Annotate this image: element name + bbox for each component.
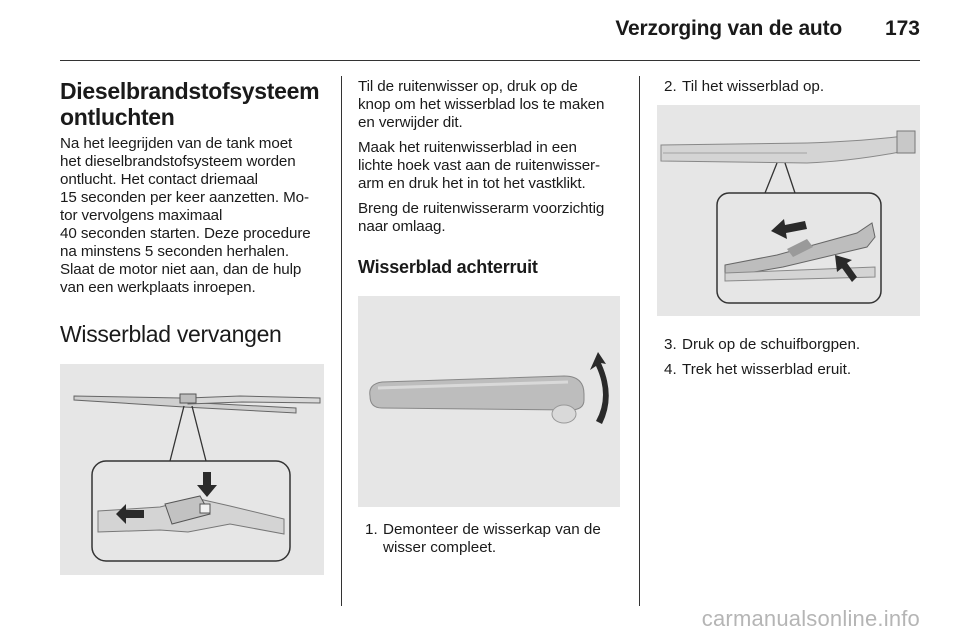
rear-wiper-cap-illustration xyxy=(358,296,620,507)
remove-blade-paragraph: Til de ruitenwisser op, druk op de knop om het wisserblad los te maken en verwijder dit. xyxy=(358,78,605,131)
column-divider-1 xyxy=(341,76,342,606)
step-item: 3. Druk op de schuifborgpen. xyxy=(664,336,861,353)
wiper-blade-illustration xyxy=(60,364,324,575)
column-2 xyxy=(358,70,626,557)
step-item: 4. Trek het wisserblad eruit. xyxy=(664,361,852,378)
diesel-paragraph: Na het leegrijden van de tank moet het dieselbrandstofsysteem worden ontlucht. Het contact driemaal 15 seconden per keer aanzetten. Mo- tor vervolgens maximaal 40 seconden starten. Deze procedure na minstens 5 seconden herhalen. Slaat de motor niet aan, dan de hulp van een werkplaats inroepen. xyxy=(60,135,311,296)
rear-wiper-drawing xyxy=(358,296,620,507)
column-1 xyxy=(60,70,328,575)
rear-wiper-steps xyxy=(358,521,626,557)
column-divider-2 xyxy=(639,76,640,606)
page-header xyxy=(0,0,960,62)
step-item: 1. Demonteer de wisserkap van de wisser compleet. xyxy=(365,521,601,556)
lower-arm-paragraph: Breng de ruitenwisserarm voorzichtig naar omlaag. xyxy=(358,200,605,235)
watermark: carmanualsonline.info xyxy=(701,606,920,631)
wiper-blade-drawing xyxy=(60,364,324,575)
running-head: Verzorging van de auto xyxy=(615,17,842,40)
rear-wiper-heading: Wisserblad achterruit xyxy=(358,257,538,277)
section-heading-wiper: Wisserblad vervangen xyxy=(60,321,282,347)
header-rule xyxy=(60,60,920,61)
column-3 xyxy=(657,70,920,379)
lift-blade-steps xyxy=(657,78,920,96)
step-item: 2. Til het wisserblad op. xyxy=(664,78,825,95)
section-heading-diesel: Dieselbrandstofsysteem ontluchten xyxy=(60,78,320,130)
page-number: 173 xyxy=(884,17,920,40)
attach-blade-paragraph: Maak het ruitenwisserblad in een lichte hoek vast aan de ruitenwisser- arm en druk het in tot het vastklikt. xyxy=(358,139,600,192)
lift-blade-illustration xyxy=(657,105,920,316)
remove-blade-steps xyxy=(657,336,920,379)
lift-blade-drawing xyxy=(657,105,920,316)
